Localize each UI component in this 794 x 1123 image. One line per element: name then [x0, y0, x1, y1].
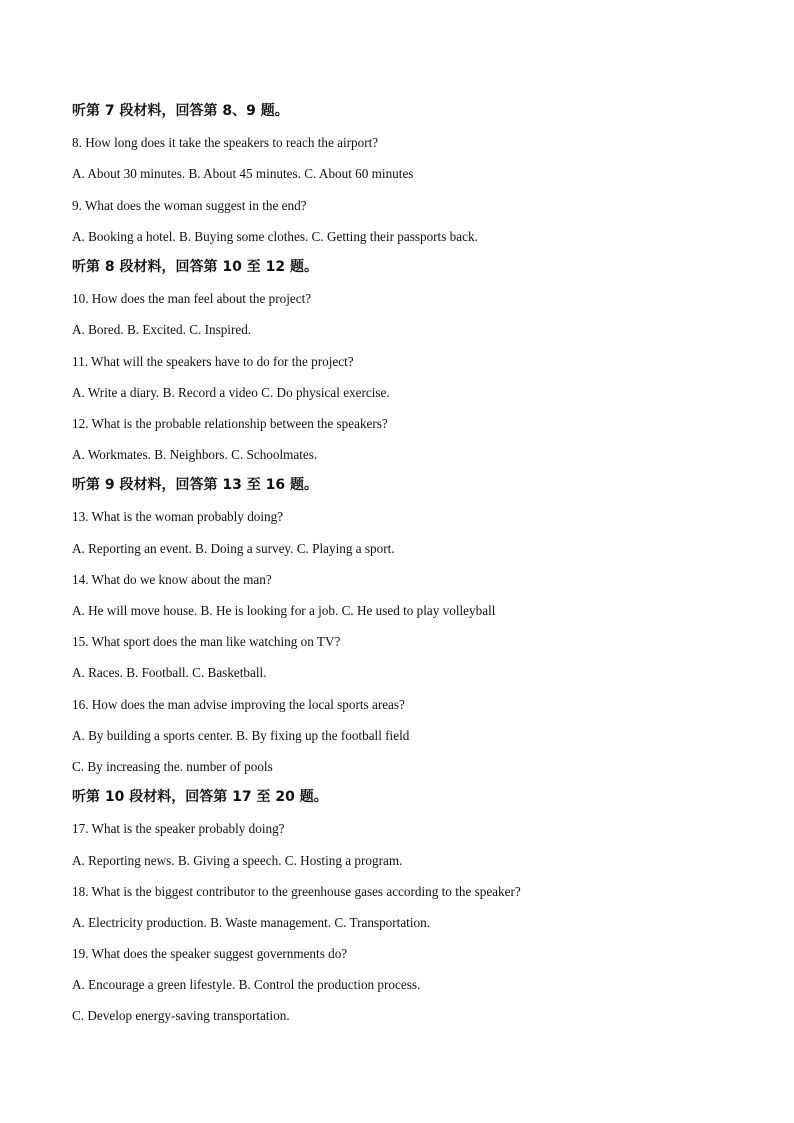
- options-10: A. Bored. B. Excited. C. Inspired.: [72, 322, 252, 338]
- options-16-c: C. By increasing the. number of pools: [72, 758, 273, 774]
- options-12: A. Workmates. B. Neighbors. C. Schoolmates.: [72, 447, 318, 463]
- question-16: 16. How does the man advise improving the local sports areas?: [72, 696, 405, 712]
- section-heading: 听第 8 段材料，回答第 10 至 12 题。: [72, 258, 318, 275]
- question-9: 9. What does the woman suggest in the end?: [72, 197, 307, 213]
- section-heading: 听第 7 段材料，回答第 8、9 题。: [72, 103, 289, 119]
- question-15: 15. What sport does the man like watching on TV?: [72, 634, 341, 650]
- options-8: A. About 30 minutes. B. About 45 minutes. C. About 60 minutes: [72, 166, 414, 182]
- section-passage-7: [72, 96, 732, 252]
- section-heading: 听第 10 段材料，回答第 17 至 20 题。: [72, 789, 328, 806]
- question-14: 14. What do we know about the man?: [72, 571, 272, 587]
- exam-page: [72, 96, 732, 1032]
- options-13: A. Reporting an event. B. Doing a survey. C. Playing a sport.: [72, 540, 395, 556]
- options-9: A. Booking a hotel. B. Buying some clothes. C. Getting their passports back.: [72, 228, 478, 244]
- question-18: 18. What is the biggest contributor to the greenhouse gases according to the speaker?: [72, 883, 521, 899]
- section-heading: 听第 9 段材料，回答第 13 至 16 题。: [72, 477, 318, 494]
- options-19-ab: A. Encourage a green lifestyle. B. Control the production process.: [72, 977, 421, 993]
- question-17: 17. What is the speaker probably doing?: [72, 821, 285, 837]
- question-10: 10. How does the man feel about the project?: [72, 291, 312, 307]
- question-11: 11. What will the speakers have to do for the project?: [72, 353, 354, 369]
- question-13: 13. What is the woman probably doing?: [72, 509, 284, 525]
- options-14: A. He will move house. B. He is looking for a job. C. He used to play volleyball: [72, 603, 496, 618]
- section-passage-10: [72, 782, 732, 1032]
- question-8: 8. How long does it take the speakers to reach the airport?: [72, 135, 379, 151]
- options-15: A. Races. B. Football. C. Basketball.: [72, 665, 267, 681]
- question-12: 12. What is the probable relationship between the speakers?: [72, 415, 388, 431]
- section-passage-8: [72, 252, 732, 470]
- options-18: A. Electricity production. B. Waste management. C. Transportation.: [72, 914, 430, 930]
- options-16-ab: A. By building a sports center. B. By fixing up the football field: [72, 727, 410, 743]
- options-11: A. Write a diary. B. Record a video C. Do physical exercise.: [72, 384, 390, 400]
- options-19-c: C. Develop energy-saving transportation.: [72, 1008, 290, 1024]
- options-17: A. Reporting news. B. Giving a speech. C. Hosting a program.: [72, 852, 403, 868]
- section-passage-9: [72, 470, 732, 782]
- question-19: 19. What does the speaker suggest governments do?: [72, 946, 348, 962]
